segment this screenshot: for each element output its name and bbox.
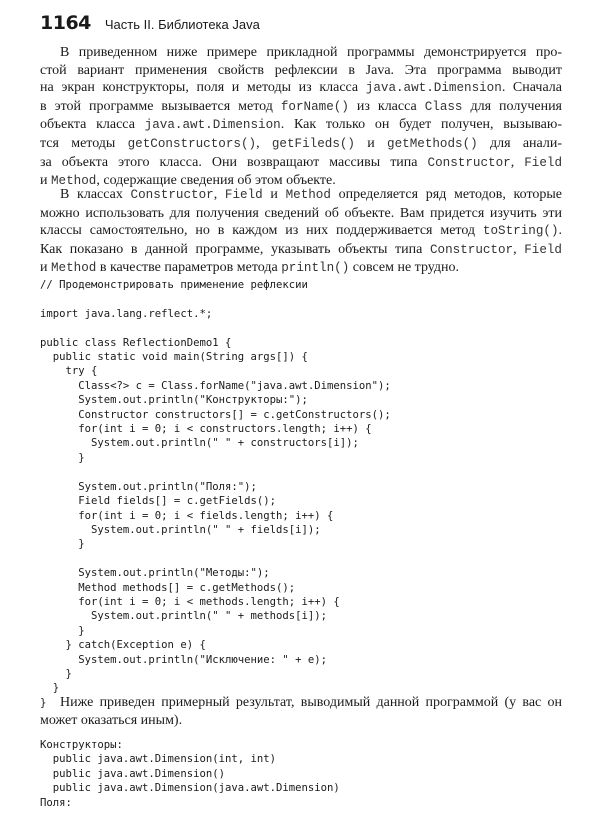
- inline-code: getFileds(): [271, 136, 355, 151]
- text-line: В приведенном ниже примере прикладной программы демонстрируется про-: [60, 45, 562, 60]
- inline-code: Field: [524, 242, 562, 257]
- text-line: объекта класса java.awt.Dimension. Как только он будет получен, вызываю-: [40, 117, 562, 133]
- text-line: Ниже приведен примерный результат, выводимый данной программой (у вас он: [60, 695, 562, 710]
- inline-code: Method: [51, 174, 97, 189]
- text-line: Как показано в данной программе, указывать объекты типа Constructor, Field: [40, 241, 562, 257]
- page-header: [40, 12, 260, 38]
- text-line: классы самостоятельно, но в каждом из них поддерживается метод toString().: [40, 223, 562, 239]
- text-line: и Method в качестве параметров метода println() совсем не трудно.: [40, 260, 460, 276]
- text-line: стой вариант применения свойств рефлексии в Java. Эта программа выводит: [40, 62, 562, 78]
- inline-code: getMethods(): [387, 136, 478, 151]
- code-listing: // Продемонстрировать применение рефлексии import java.lang.reflect.*; public class ReflectionDemo1 { public static void main(String args[]) { try { Class<?> c = Class.forName("java.awt.Dimension"); System.out.println("Конструкторы:"); Constructor constructors[] = c.getConstructors(); for(int i = 0; i < constructors.length; i++) { System.out.println(" " + constructors[i]); } System.out.println("Поля:"); Field fields[] = c.getFields(); for(int i = 0; i < fields.length; i++) { System.out.println(" " + fields[i]); } System.out.println("Методы:"); Method methods[] = c.getMethods(); for(int i = 0; i < methods.length; i++) { System.out.println(" " + methods[i]); } } catch(Exception e) { System.out.println("Исключение: " + e); } } }: [40, 279, 391, 709]
- inline-code: Constructor: [427, 155, 511, 170]
- inline-code: Class: [424, 99, 463, 114]
- text-line: можно использовать для получения сведений об объекте. Вам придется изучить эти: [40, 205, 562, 221]
- text-line: и Method, содержащие сведения об этом объекте.: [40, 173, 336, 189]
- paragraph-intro: [40, 44, 562, 191]
- text-line: В классах Constructor, Field и Method определяется ряд методов, которые: [60, 187, 562, 202]
- paragraph-classes: [40, 186, 562, 278]
- text-line: тся методы getConstructors(), getFileds() и getMethods() для анали-: [40, 135, 562, 151]
- inline-code: java.awt.Dimension: [365, 81, 502, 96]
- text-line: за объекта этого класса. Они возвращают массивы типа Constructor, Field: [40, 154, 562, 170]
- program-output: Конструкторы: public java.awt.Dimension(int, int) public java.awt.Dimension() public java.awt.Dimension(java.awt.Dimension) Поля:: [40, 739, 340, 809]
- inline-code: Constructor: [130, 188, 214, 202]
- inline-code: getConstructors(): [127, 136, 257, 151]
- inline-code: toString(): [482, 224, 559, 239]
- paragraph-output-intro: [40, 694, 562, 729]
- inline-code: Field: [224, 188, 263, 202]
- inline-code: Method: [51, 261, 97, 276]
- page-number: 1164: [40, 12, 91, 34]
- running-title: Часть II. Библиотека Java: [104, 17, 260, 32]
- inline-code: java.awt.Dimension: [144, 118, 281, 133]
- text-line: на экран конструкторы, поля и методы из класса java.awt.Dimension. Сначала: [40, 80, 562, 96]
- inline-code: Constructor: [429, 242, 514, 257]
- inline-code: println(): [281, 261, 350, 276]
- text-line: может оказаться иным).: [40, 712, 183, 728]
- inline-code: Field: [524, 155, 562, 170]
- inline-code: forName(): [280, 99, 349, 114]
- inline-code: Method: [285, 188, 331, 202]
- text-line: в этой программе вызывается метод forName() из класса Class для получения: [40, 98, 562, 114]
